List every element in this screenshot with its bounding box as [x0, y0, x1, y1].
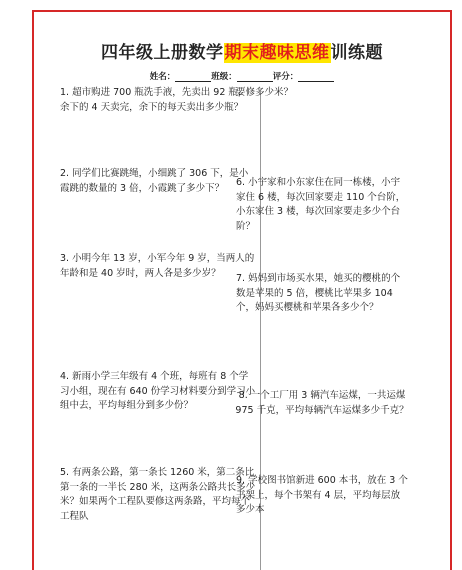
- student-info-line: [34, 70, 450, 82]
- title-highlight: 期末趣味思维: [224, 43, 330, 63]
- class-label: 班级：: [211, 72, 237, 82]
- question-2: 2. 同学们比赛跳绳，小细跳了 306 下，是小霞跳的数量的 3 倍，小霞跳了多少下？: [60, 168, 249, 194]
- score-label: 评分：: [272, 72, 299, 82]
- name-blank[interactable]: [175, 72, 211, 82]
- question-3: 3. 小明今年 13 岁，小军今年 9 岁，当两人的年龄和是 40 岁时，两人各是多少岁？: [60, 253, 255, 279]
- question-8: 8. 一个工厂用 3 辆汽车运煤，一共运煤 975 千克，平均每辆汽车运煤多少千克？: [235, 390, 409, 416]
- class-blank[interactable]: [237, 72, 273, 82]
- question-7: 7. 妈妈到市场买水果，她买的樱桃的个数是苹果的 5 倍，樱桃比苹果多 104 个，妈妈买樱桃和苹果各多少个？: [236, 273, 401, 313]
- page-title: [34, 38, 450, 63]
- question-9: 9. 学校图书馆新进 600 本书，放在 3 个书架上，每个书架有 4 层，平均每层放多少本: [236, 475, 408, 515]
- question-5: 5. 有两条公路，第一条长 1260 米，第二条比第一条的一半长 280 米，这两条公路共长多少米？如果两个工程队要修这两条路，平均每个工程队: [60, 467, 256, 522]
- question-6: 6. 小宇家和小东家住在同一栋楼，小宇家住 6 楼，每次回家要走 110 个台阶，小东家住 3 楼，每次回家要走多少个台阶？: [236, 177, 406, 232]
- worksheet: [32, 10, 452, 570]
- question-4: 4. 新雨小学三年级有 4 个班，每班有 8 个学习小组，现在有 640 份学习材料要分到学习小组中去，平均每组分到多少份？: [60, 371, 256, 411]
- title-part-1: 四年级上册数学: [101, 43, 224, 63]
- name-label: 姓名：: [149, 72, 176, 82]
- question-1: 1. 超市购进 700 瓶洗手液，先卖出 92 瓶，余下的 4 天卖完，余下的每天卖出多少瓶？: [60, 87, 248, 113]
- score-blank[interactable]: [298, 72, 334, 82]
- question-5-continued: 要修多少米？: [236, 87, 294, 98]
- title-part-2: 训练题: [330, 43, 383, 63]
